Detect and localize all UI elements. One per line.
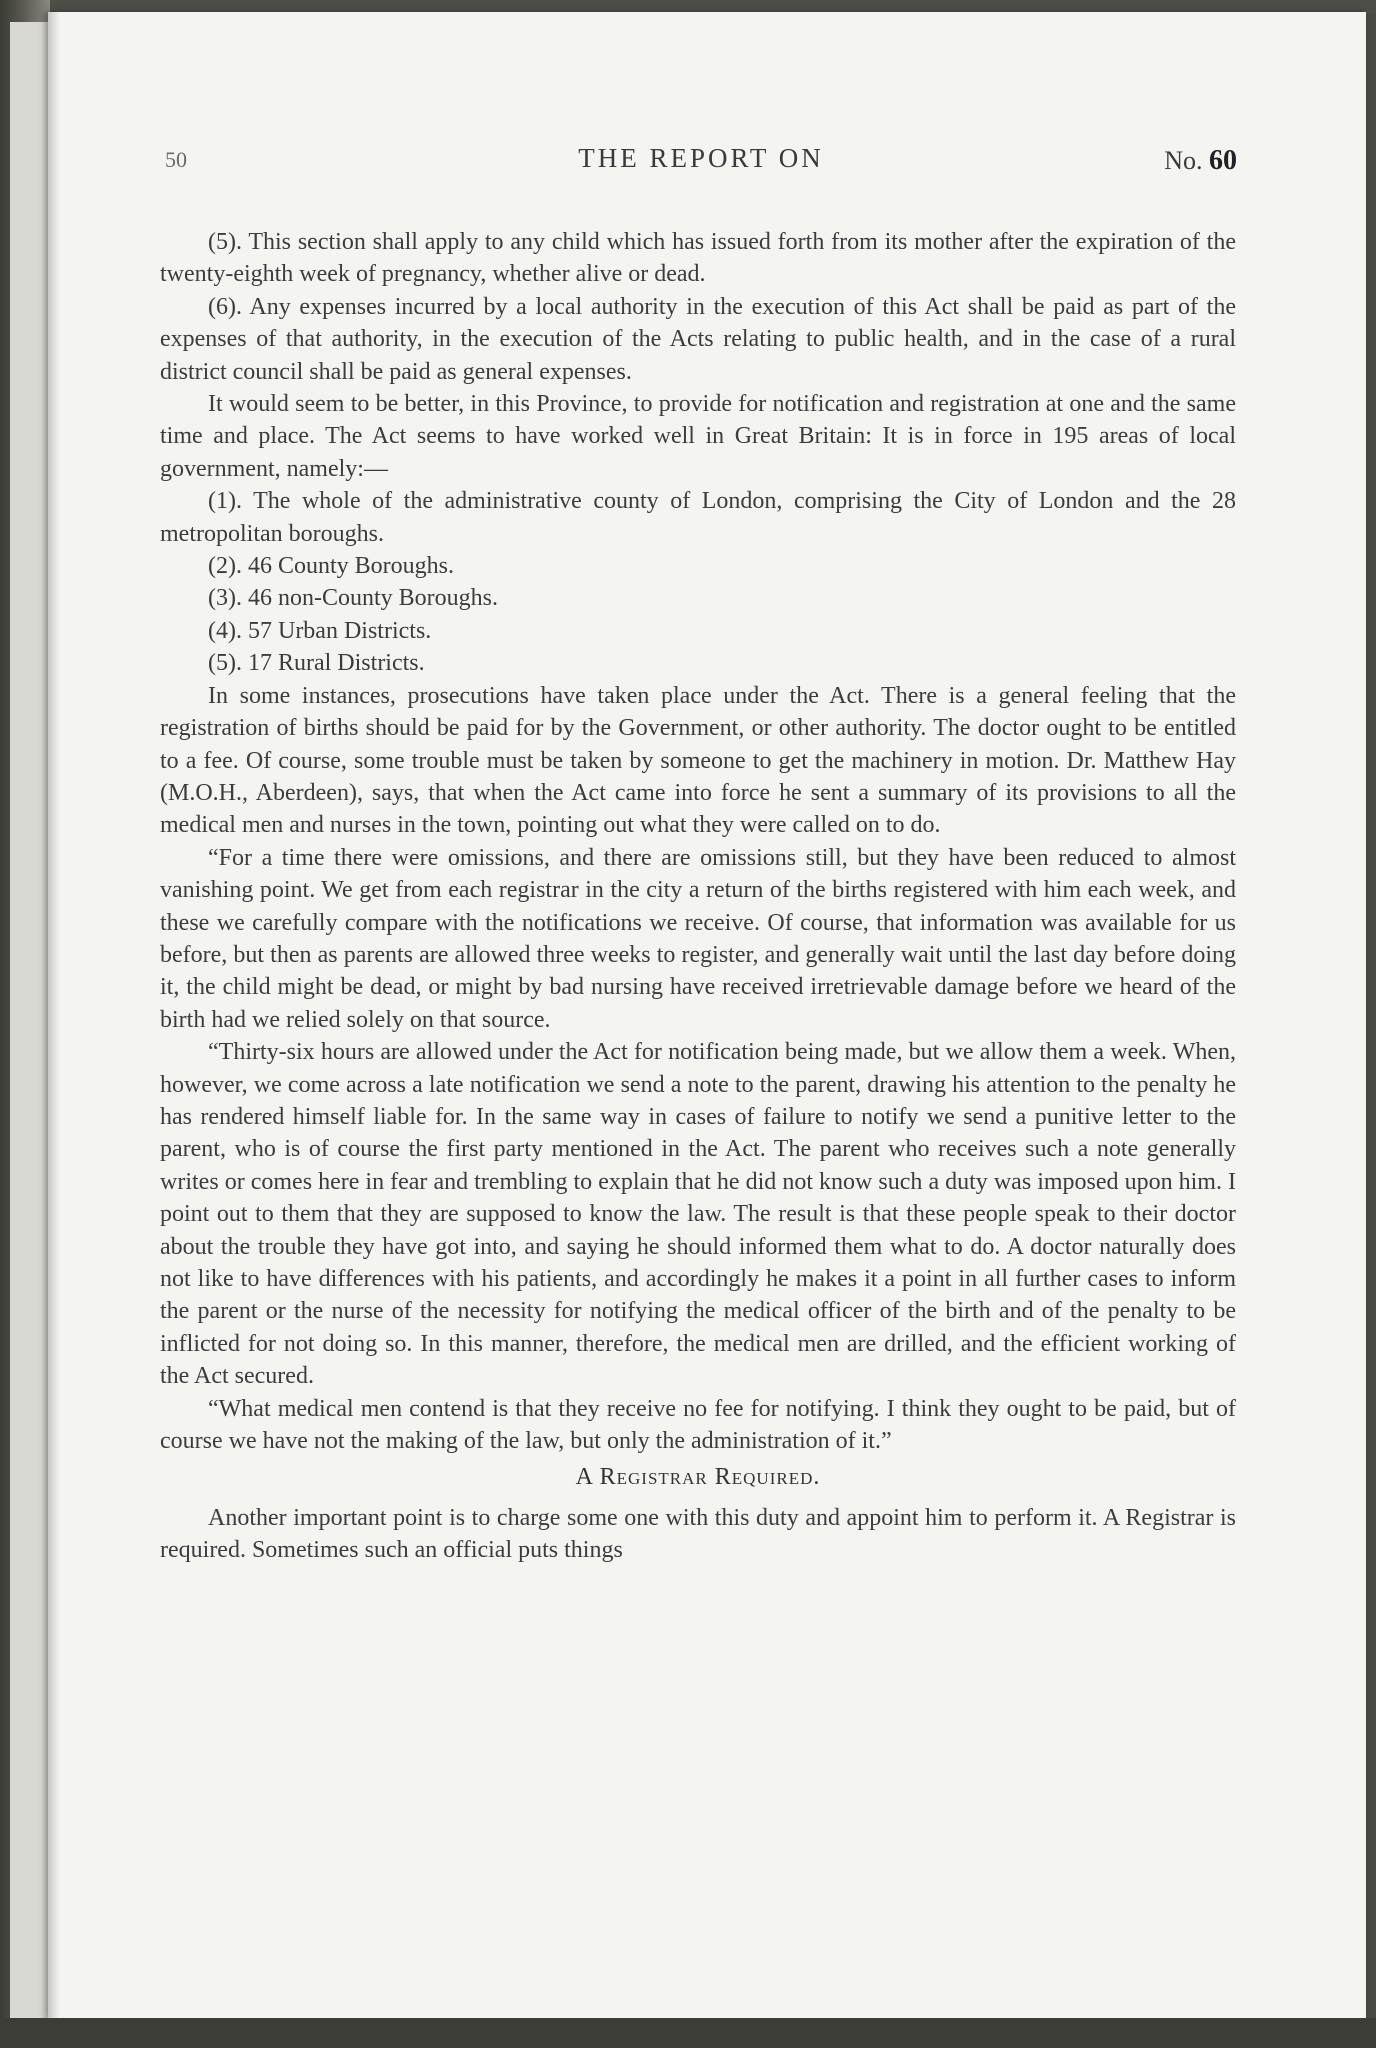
list-item-county-boroughs: (2). 46 County Boroughs. [208,553,454,580]
list-item-non-county-boroughs: (3). 46 non-County Boroughs. [208,585,498,612]
paragraph-prosecutions: In some instances, prosecutions have taken place under the Act. There is a general feeling that the registration of births should be paid for by the Government, or other authority. The doctor ought to be entitled to a fee. Of course, some trouble must be taken by someone to get the machinery in motion. Dr. Matthew Hay (M.O.H., Aberdeen), says, that when the Act came into force he sent a summary of its provisions to all the medical men and nurses in the town, pointing out what they were called on to do. [160,682,1236,839]
report-number-value: 60 [1209,145,1237,176]
running-title: THE REPORT ON [578,143,824,173]
paragraph-quote-omissions: “For a time there were omissions, and there are omissions still, but they have been reduced to almost vanishing point. We get from each registrar in the city a return of the births registered with him each week, and these we carefully compare with the notifications we receive. Of course, that information was available for us before, but then as parents are allowed three weeks to register, and generally wait until the last day before doing it, the child might be dead, or might by bad nursing have received irretrievable damage before we heard of the birth had we relied solely on that source. [160,844,1236,1033]
paragraph-quote-fee: “What medical men contend is that they receive no fee for notifying. I think they ought to be paid, but of course we have not the making of the law, but only the administration of it.” [160,1395,1236,1455]
paragraph-section-5: (5). This section shall apply to any child which has issued forth from its mother after the expiration of the twenty-eighth week of pregnancy, whether alive or dead. [160,229,1236,288]
paragraph-list-item-1: (1). The whole of the administrative county of London, comprising the City of London and the 28 metropolitan boroughs. [160,488,1236,547]
list-item-rural-districts: (5). 17 Rural Districts. [208,650,425,677]
list-item-urban-districts: (4). 57 Urban Districts. [208,617,432,644]
scan-border-bottom [0,2018,1376,2048]
report-number-label: No. [1164,146,1203,175]
body-text [160,226,1236,1567]
section-heading: A Registrar Required. [575,1464,821,1491]
page-number: 50 [165,147,187,172]
page-header [165,143,1237,183]
paragraph-section-6: (6). Any expenses incurred by a local authority in the execution of this Act shall be paid as part of the expenses of that authority, in the execution of the Acts relating to public health, and in the case of a rural district council shall be paid as general expenses. [160,293,1236,385]
paragraph-quote-thirty-six-hours: “Thirty-six hours are allowed under the Act for notification being made, but we allow them a week. When, however, we come across a late notification we send a note to the parent, drawing his attention to the penalty he has rendered himself liable for. In the same way in cases of failure to notify we send a punitive letter to the parent, who is of course the first party mentioned in the Act. The parent who receives such a note generally writes or comes here in fear and trembling to explain that he did not know such a duty was imposed upon him. I point out to them that they are supposed to know the law. The result is that these people speak to their doctor about the trouble they have got into, and saying he should informed them what to do. A doctor naturally does not like to have differences with his patients, and accordingly he makes it a point in all further cases to inform the parent or the nurse of the necessity for notifying the medical officer of the birth and of the penalty to be inflicted for not doing so. In this manner, therefore, the medical men are drilled, and the efficient working of the Act secured. [160,1039,1236,1390]
paragraph-closing: Another important point is to charge some one with this duty and appoint him to perform it. A Registrar is required. Sometimes such an official puts things [160,1504,1236,1564]
binding-shadow [48,12,60,2020]
report-number [1164,145,1237,177]
paragraph-province-note: It would seem to be better, in this Province, to provide for notification and registration at one and the same time and place. The Act seems to have worked well in Great Britain: It is in force in 195 areas of local government, namely:— [160,391,1236,482]
